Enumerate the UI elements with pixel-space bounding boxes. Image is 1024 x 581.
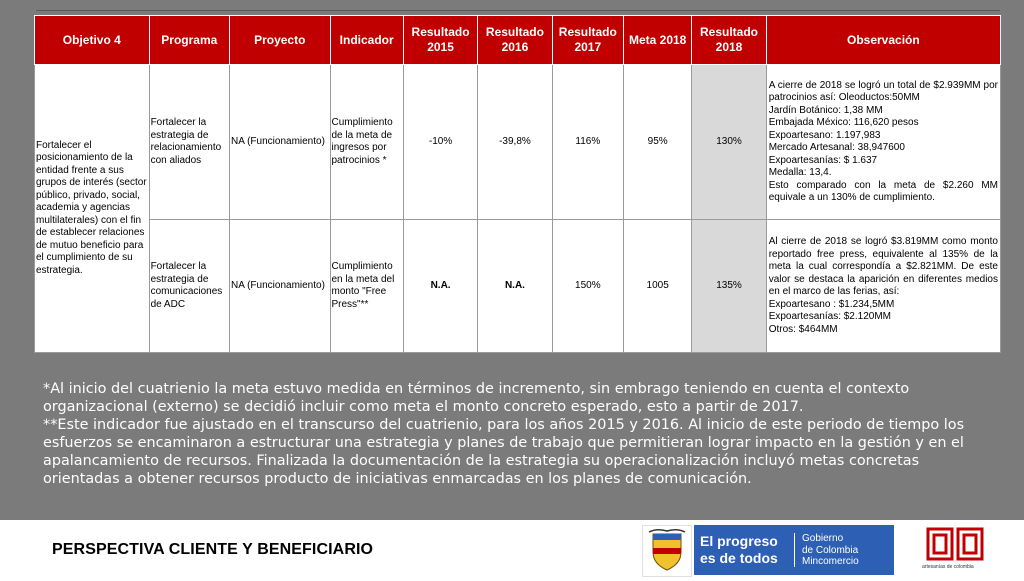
- gov-name: [802, 533, 859, 568]
- table-row: [35, 65, 1001, 220]
- observacion-line: Expoartesano : $1.234,5MM: [768, 298, 895, 310]
- programa-cell: Fortalecer la estrategia de relacionamiento con aliados: [149, 65, 229, 220]
- observacion-line: Otros: $464MM: [768, 323, 838, 335]
- gov-separator: [794, 533, 795, 567]
- meta-2018-cell: 1005: [623, 220, 691, 353]
- footnote-2: **Este indicador fue ajustado en el transcurso del cuatrienio, para los años 2015 y 2016. Al inicio de este periodo de tiempo los esfuerzos se encaminaron a estructurar una estrategia y planes de trabajo que permitieran lograr impacto en la gestión y en el apalancamiento de recursos. Finalizada la documentación de la estrategia su operacionalización incluyó metas concretas orientadas a obtener recursos producto de iniciativas enmarcadas en los planes de comunicación.: [43, 417, 965, 487]
- gov-name-line: Mincomercio: [802, 556, 859, 567]
- artesanias-caption: artesanías de colombia: [922, 564, 974, 570]
- footnote-1: *Al inicio del cuatrienio la meta estuvo medida en términos de incremento, sin embrago teniendo en cuenta el contexto organizacional (externo) se decidió incluir como meta el monto concreto esperado, esto a partir de 2017.: [43, 381, 910, 415]
- header-resultado-2015: Resultado 2015: [403, 16, 477, 65]
- observacion-line: Mercado Artesanal: 38,947600: [768, 142, 905, 153]
- observacion-cell: [766, 65, 1000, 220]
- header-observacion: Observación: [766, 16, 1000, 65]
- resultado-2015-cell: -10%: [403, 65, 477, 220]
- header-programa: Programa: [149, 16, 229, 65]
- gov-name-line: de Colombia: [802, 544, 859, 556]
- observacion-line: Esto comparado con la meta de $2.260 MM equivale a un 130% de cumplimiento.: [768, 179, 998, 203]
- programa-cell: Fortalecer la estrategia de comunicaciones de ADC: [149, 220, 229, 353]
- footnotes: [43, 380, 983, 488]
- header-resultado-2018: Resultado 2018: [692, 16, 766, 65]
- observacion-line: Al cierre de 2018 se logró $3.819MM como monto reportado free press, equivalente al 135% de la meta la cual correspondía a $2.821MM. De este valor se destaca la aparición en diferentes medios en el marco de las ferias, así:: [768, 236, 998, 297]
- observacion-line: A cierre de 2018 se logró un total de $2.939MM por patrocinios así: Oleoductos:50MM: [768, 79, 998, 103]
- colombia-shield-icon: [642, 525, 692, 577]
- proyecto-cell: NA (Funcionamiento): [229, 220, 330, 353]
- resultado-2016-cell: -39,8%: [478, 65, 552, 220]
- header-objetivo: Objetivo 4: [35, 16, 150, 65]
- observacion-line: Expoartesanías: $ 1.637: [768, 154, 878, 166]
- section-title: PERSPECTIVA CLIENTE Y BENEFICIARIO: [52, 541, 374, 558]
- gov-slogan: [700, 533, 778, 567]
- header-resultado-2017: Resultado 2017: [552, 16, 623, 65]
- government-logo: [642, 525, 896, 575]
- resultado-2018-cell: 130%: [692, 65, 766, 220]
- observacion-cell: [766, 220, 1000, 353]
- gov-banner: [694, 525, 894, 575]
- top-divider: [36, 10, 1000, 11]
- table-row: [35, 220, 1001, 353]
- indicador-cell: Cumplimiento de la meta de ingresos por patrocinios *: [330, 65, 403, 220]
- header-meta-2018: Meta 2018: [623, 16, 691, 65]
- objectives-table: [34, 15, 1001, 353]
- header-indicador: Indicador: [330, 16, 403, 65]
- resultado-2015-cell: N.A.: [403, 220, 477, 353]
- resultado-2018-cell: 135%: [692, 220, 766, 353]
- observacion-line: Embajada México: 116,620 pesos: [768, 117, 919, 128]
- indicador-cell: Cumplimiento en la meta del monto "Free Press"**: [330, 220, 403, 353]
- header-proyecto: Proyecto: [229, 16, 330, 65]
- observacion-line: Expoartesanías: $2.120MM: [768, 311, 891, 322]
- resultado-2017-cell: 116%: [552, 65, 623, 220]
- observacion-line: Medalla: 13,4.: [768, 167, 832, 178]
- observacion-line: Expoartesano: 1.197,983: [768, 129, 881, 141]
- meta-2018-cell: 95%: [623, 65, 691, 220]
- resultado-2016-cell: N.A.: [478, 220, 552, 353]
- gov-name-line: Gobierno: [802, 533, 844, 544]
- header-resultado-2016: Resultado 2016: [478, 16, 552, 65]
- proyecto-cell: NA (Funcionamiento): [229, 65, 330, 220]
- observacion-line: Jardín Botánico: 1,38 MM: [768, 104, 883, 116]
- resultado-2017-cell: 150%: [552, 220, 623, 353]
- objetivo-cell: Fortalecer el posicionamiento de la entidad frente a sus grupos de interés (sector público, privado, social, academia y agencias multilaterales) con el fin de establecer relaciones de mutuo beneficio para el cumplimiento de su estrategia.: [35, 65, 150, 353]
- gov-slogan-line: El progreso: [700, 533, 778, 549]
- gov-slogan-line: es de todos: [700, 550, 778, 566]
- table-header-row: [35, 16, 1001, 65]
